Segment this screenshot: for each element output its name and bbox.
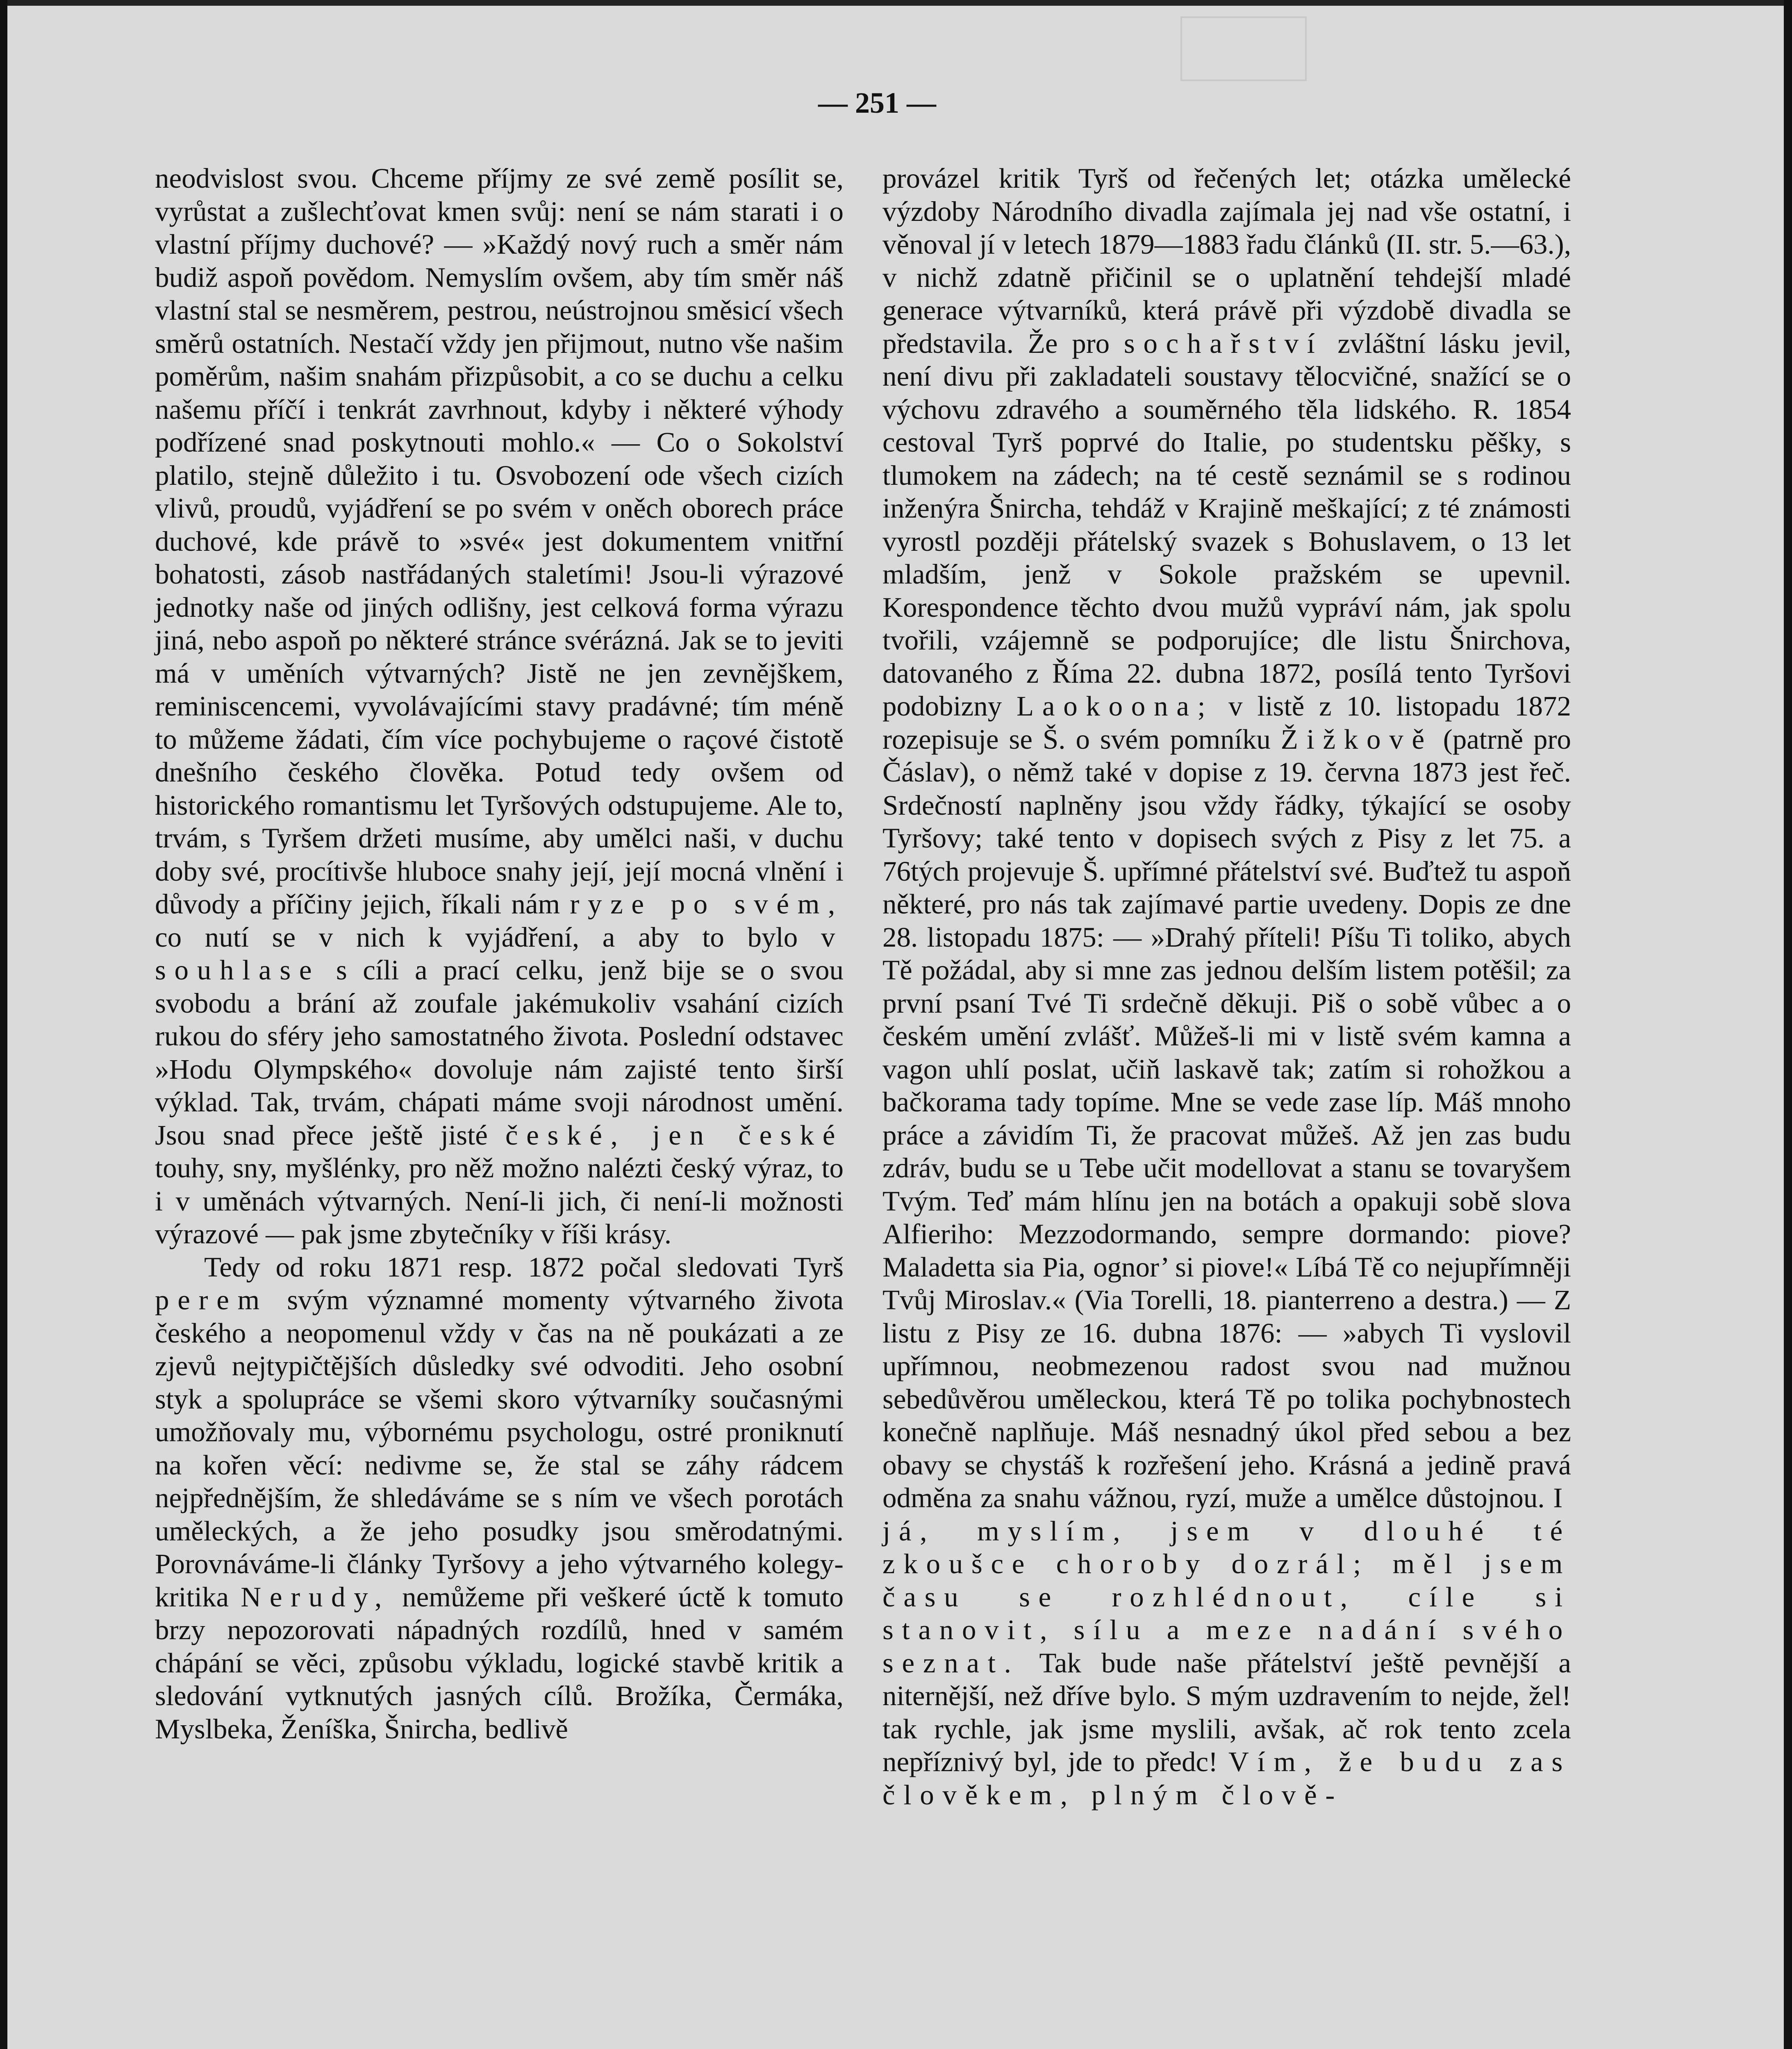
emphasis: Žižkově bbox=[1280, 723, 1433, 755]
emphasis: I já, myslím, jsem v dlouhé té zkoušce choroby dozrál; měl jsem času se rozhlédnout, cíle si stanovit, sílu a meze nadání svého seznat. bbox=[882, 1482, 1571, 1679]
emphasis: Vím, že budu zas člověkem, plným člově- bbox=[882, 1746, 1571, 1810]
emphasis: perem bbox=[155, 1284, 268, 1315]
paragraph: Tedy od roku 1871 resp. 1872 počal sledovati Tyrš perem svým významné momenty výtvarného života českého a neopomenul vždy v čas na ně poukázati a ze zjevů nejtypičtějších důsledky své odvoditi. Jeho osobní styk a spolupráce se všemi skoro výtvarníky současnými umožňovaly mu, výbornému psychologu, ostré proniknutí na kořen věcí: nedivme se, že stal se záhy rádcem nejpřednějším, že shledáváme se s ním ve všech porotách uměleckých, a že jeho posudky jsou směrodatnými. Porovnáváme-li články Tyršovy a jeho výtvarného kolegy-kritika Nerudy, nemůžeme při veškeré úctě k tomuto brzy nepozorovati nápadných rozdílů, hned v samém chápání se věci, způsobu výkladu, logické stavbě kritik a sledování vytknutých jasných cílů. Brožíka, Čermáka, Myslbeka, Ženíška, Šnircha, bedlivě bbox=[155, 1251, 844, 1745]
scan-edge-left bbox=[0, 0, 7, 2049]
emphasis: české, jen české bbox=[505, 1119, 844, 1151]
emphasis: ryze po svém, bbox=[570, 888, 844, 920]
emphasis: Laokoona; bbox=[1017, 691, 1214, 722]
left-column bbox=[155, 162, 844, 1745]
scan-edge-right bbox=[1784, 0, 1792, 2049]
emphasis: Nerudy, bbox=[241, 1581, 390, 1613]
paragraph: neodvislost svou. Chceme příjmy ze své země posílit se, vyrůstat a zušlechťovat kmen svůj: není se nám starati i o vlastní příjmy duchové? — »Každý nový ruch a směr nám budiž aspoň povědom. Nemyslím ovšem, aby tím směr náš vlastní stal se nesměrem, pestrou, neústrojnou směsicí všech směrů ostatních. Nestačí vždy jen přijmout, nutno vše našim poměrům, našim snahám přizpůsobit, a co se duchu a celku našemu příčí i tenkrát zavrhnout, kdyby i některé výhody podřízené snad poskytnouti mohlo.« — Co o Sokolství platilo, stejně důležito i tu. Osvobození ode všech cizích vlivů, proudů, vyjádření se po svém v oněch oborech práce duchové, kde právě to »své« jest dokumentem vnitřní bohatosti, zásob nastřádaných staletími! Jsou-li výrazové jednotky naše od jiných odlišny, jest celková forma výrazu jiná, nebo aspoň po některé stránce svérázná. Jak se to jeviti má v uměních výtvarných? Jistě ne jen zevnějškem, reminiscencemi, vyvolávajícími stavy pradávné; tím méně to můžeme žádati, čím více pochybujeme o raçové čistotě dnešního českého člověka. Potud tedy ovšem od historického romantismu let Tyršových odstupujeme. Ale to, trvám, s Tyršem držeti musíme, aby umělci naši, v duchu doby své, procítivše hluboce snahy její, její mocná vlnění i důvody a příčiny jejich, říkali nám ryze po svém, co nutí se v nich k vyjádření, a aby to bylo v souhlase s cíli a prací celku, jenž bije se o svou svobodu a brání až zoufale jakémukoliv vsahání cizích rukou do sféry jeho samostatného života. Poslední odstavec »Hodu Olympského« dovoluje nám zajisté tento širší výklad. Tak, trvám, chápati máme svoji národnost umění. Jsou snad přece ještě jisté české, jen české touhy, sny, myšlénky, pro něž možno nalézti český výraz, to i v uměnách výtvarných. Není-li jich, či není-li možnosti výrazové — pak jsme zbytečníky v říši krásy. bbox=[155, 163, 844, 1249]
right-column bbox=[882, 162, 1571, 1811]
emphasis: sochařství bbox=[1123, 327, 1324, 359]
emphasis: v souhlase bbox=[155, 921, 844, 986]
paragraph: provázel kritik Tyrš od řečených let; otázka umělecké výzdoby Národního divadla zajímala jej nad vše ostatní, i věnoval jí v letech 1879—1883 řadu článků (II. str. 5.—63.), v nichž zdatně přičinil se o uplatnění tehdejší mladé generace výtvarníků, která právě při výzdobě divadla se představila. Že pro sochařství zvláštní lásku jevil, není divu při zakladateli soustavy tělocvičné, snažící se o výchovu zdravého a souměrného těla lidského. R. 1854 cestoval Tyrš poprvé do Italie, po studentsku pěšky, s tlumokem na zádech; na té cestě seznámil se s rodinou inženýra Šnircha, tehdáž v Krajině meškající; z té známosti vyrostl později přátelský svazek s Bohuslavem, o 13 let mladším, jenž v Sokole pražském se upevnil. Korespondence těchto dvou mužů vypráví nám, jak spolu tvořili, vzájemně se podporujíce; dle listu Šnirchova, datovaného z Říma 22. dubna 1872, posílá tento Tyršovi podobizny Laokoona; v listě z 10. listopadu 1872 rozepisuje se Š. o svém pomníku Žižkově (patrně pro Čáslav), o němž také v dopise z 19. června 1873 jest řeč. Srdečností naplněny jsou vždy řádky, týkající se osoby Tyršovy; také tento v dopisech svých z Pisy z let 75. a 76tých projevuje Š. upřímné přátelství své. Buďtež tu aspoň některé, pro nás tak zajímavé partie uvedeny. Dopis ze dne 28. listopadu 1875: — »Drahý příteli! Píšu Ti toliko, abych Tě požádal, aby si mne zas jednou delším listem potěšil; za první psaní Tvé Ti srdečně děkuji. Piš o sobě vůbec a o českém umění zvlášť. Můžeš-li mi v listě svém kamna a vagon uhlí poslat, učiň laskavě tak; zatím si rohožkou a bačkorama tady topíme. Mne se vede zase líp. Máš mnoho práce a závidím Ti, že pracovat můžeš. Až jen zas budu zdráv, budu se u Tebe učit modellovat a stanu se tovaryšem Tvým. Teď mám hlínu jen na botách a opakuji sobě slova Alfieriho: Mezzodormando, sempre dormando: piove? Maladetta sia Pia, ognor’ si piove!« Líbá Tě co nejupřímněji Tvůj Miroslav.« (Via Torelli, 18. pianterreno a destra.) — Z listu z Pisy ze 16. dubna 1876: — »abych Ti vyslovil upřímnou, neobmezenou radost svou nad mužnou sebedůvěrou uměleckou, která Tě po tolika pochybnostech konečně naplňuje. Máš nesnadný úkol před sebou a bez obavy se chystáš k rozřešení jeho. Krásná a jedině pravá odměna za snahu vážnou, ryzí, muže a umělce důstojnou. I já, myslím, jsem v dlouhé té zkoušce choroby dozrál; měl jsem času se rozhlédnout, cíle si stanovit, sílu a meze nadání svého seznat. Tak bude naše přátelství ještě pevnější a niternější, než dříve bylo. S mým uzdravením to nejde, žel! tak rychle, jak jsme myslili, avšak, ač rok tento zcela nepříznivý byl, jde to předc! Vím, že budu zas člověkem, plným člově- bbox=[882, 163, 1571, 1810]
page-number: — 251 — bbox=[818, 86, 936, 119]
scan-edge-top bbox=[0, 0, 1792, 6]
faded-stamp bbox=[1180, 16, 1307, 81]
